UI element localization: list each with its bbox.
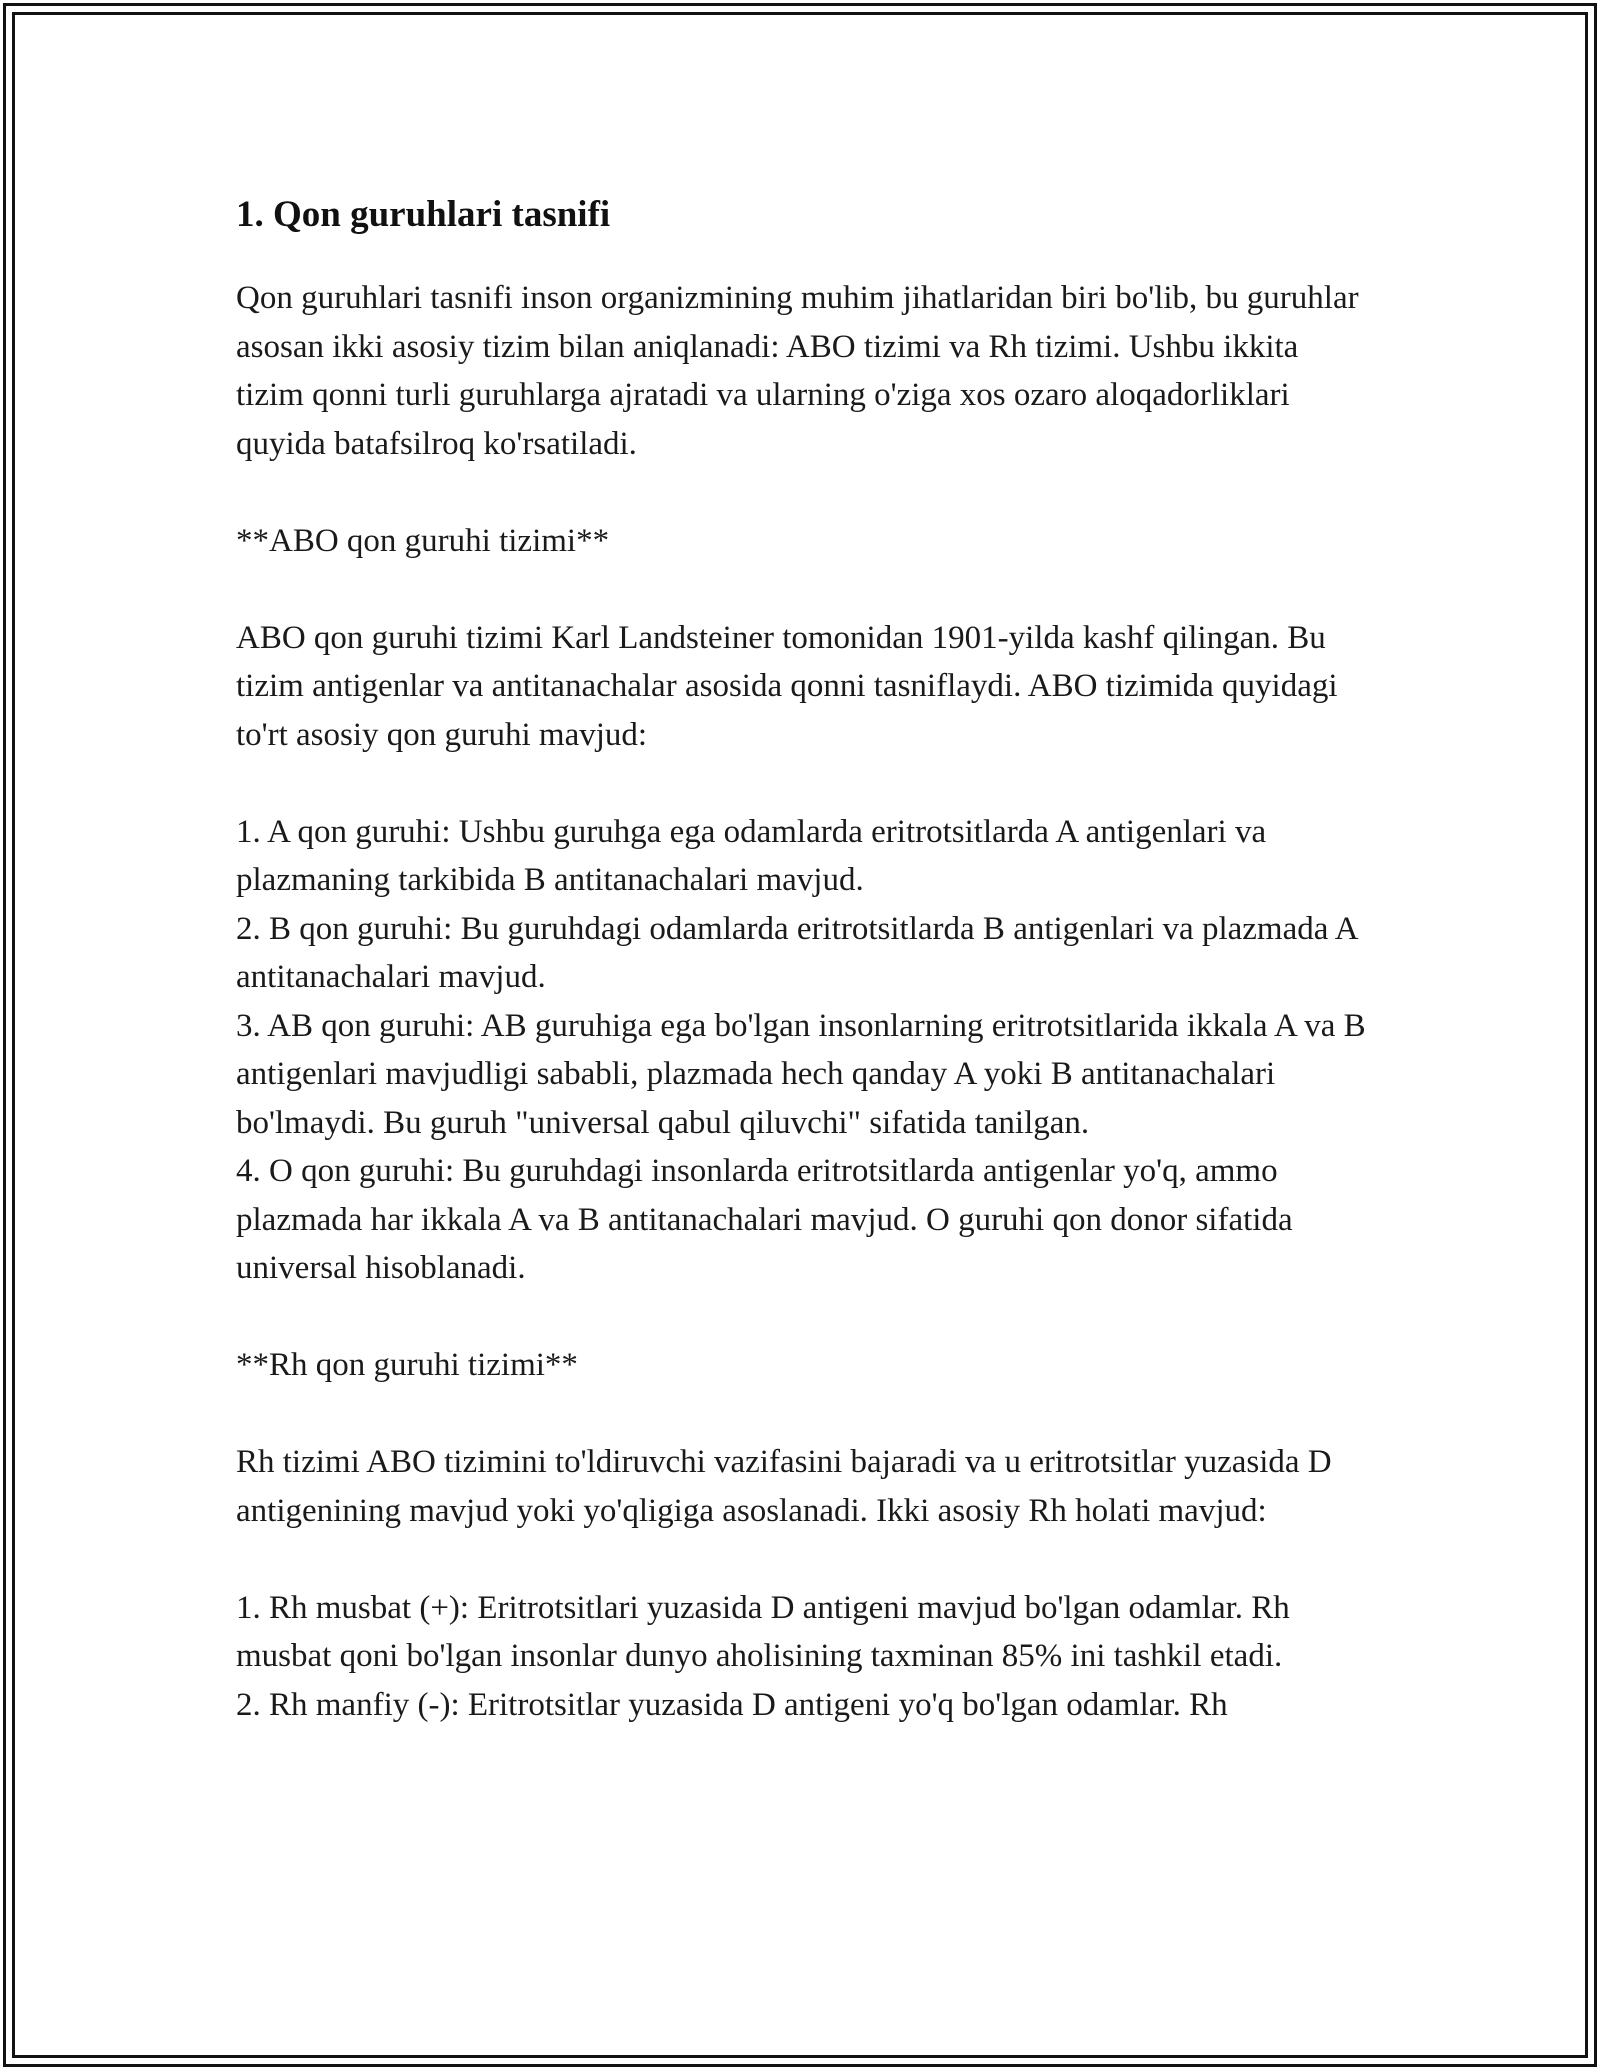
list-item: 1. A qon guruhi: Ushbu guruhga ega odamlarda eritrotsitlarda A antigenlari va plazmaning tarkibida B antitanachalari mavjud.	[236, 813, 1267, 898]
list-item: 2. B qon guruhi: Bu guruhdagi odamlarda eritrotsitlarda B antigenlari va plazmada A antitanachalari mavjud.	[236, 910, 1357, 995]
rh-list	[236, 1584, 1366, 1730]
document-body	[236, 186, 1366, 1778]
list-item: 4. O qon guruhi: Bu guruhdagi insonlarda eritrotsitlarda antigenlar yo'q, ammo plazmada har ikkala A va B antitanachalari mavjud. O guruhi qon donor sifatida universal hisoblanadi.	[236, 1153, 1293, 1286]
abo-list	[236, 808, 1366, 1293]
rh-intro-paragraph	[236, 1438, 1366, 1535]
abo-intro-paragraph	[236, 614, 1366, 760]
intro-paragraph	[236, 274, 1366, 468]
abo-heading-block	[236, 517, 1366, 566]
abo-heading: **ABO qon guruhi tizimi**	[236, 522, 610, 559]
section-title: 1. Qon guruhlari tasnifi	[236, 194, 611, 235]
list-item: 3. AB qon guruhi: AB guruhiga ega bo'lgan insonlarning eritrotsitlarida ikkala A va B antigenlari mavjudligi sababli, plazmada hech qanday A yoki B antitanachalari bo'lmaydi. Bu guruh "universal qabul qiluvchi" sifatida tanilgan.	[236, 1007, 1366, 1141]
intro-text: Qon guruhlari tasnifi inson organizmining muhim jihatlaridan biri bo'lib, bu guruhlar asosan ikki asosiy tizim bilan aniqlanadi: ABO tizimi va Rh tizimi. Ushbu ikkita tizim qonni turli guruhlarga ajratadi va ularning o'ziga xos ozaro aloqadorliklari quyida batafsilroq ko'rsatiladi.	[236, 280, 1359, 462]
rh-heading: **Rh qon guruhi tizimi**	[236, 1347, 578, 1383]
abo-intro-text: ABO qon guruhi tizimi Karl Landsteiner tomonidan 1901-yilda kashf qilingan. Bu tizim antigenlar va antitanachalar asosida qonni tasniflaydi. ABO tizimida quyidagi to'rt asosiy qon guruhi mavjud:	[236, 619, 1338, 753]
list-item: 1. Rh musbat (+): Eritrotsitlari yuzasida D antigeni mavjud bo'lgan odamlar. Rh musbat qoni bo'lgan insonlar dunyo aholisining taxminan 85% ini tashkil etadi.	[236, 1589, 1290, 1674]
rh-heading-block	[236, 1341, 1366, 1390]
list-item: 2. Rh manfiy (-): Eritrotsitlar yuzasida D antigeni yo'q bo'lgan odamlar. Rh	[236, 1686, 1228, 1723]
rh-intro-text: Rh tizimi ABO tizimini to'ldiruvchi vazifasini bajaradi va u eritrotsitlar yuzasida D antigenining mavjud yoki yo'qligiga asoslanadi. Ikki asosiy Rh holati mavjud:	[236, 1444, 1332, 1529]
